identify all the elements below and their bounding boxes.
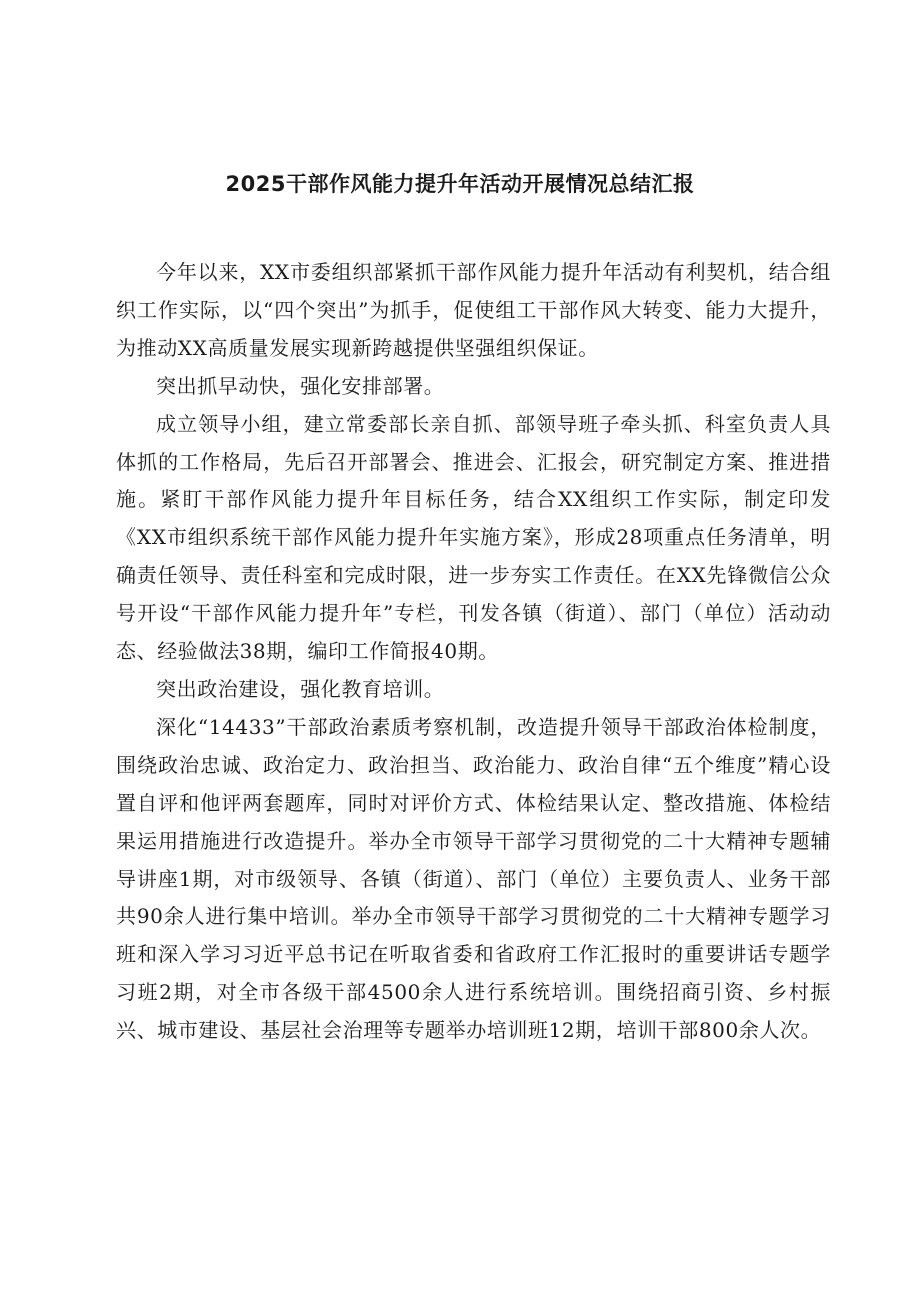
document-body (116, 254, 831, 1050)
section-heading-1: 突出抓早动快，强化安排部署。 (156, 373, 445, 398)
section-1-paragraph: 成立领导小组，建立常委部长亲自抓、部领导班子牵头抓、科室负责人具体抓的工作格局，先后召开部署会、推进会、汇报会，研究制定方案、推进措施。紧盯干部作风能力提升年目标任务，结合XX组织工作实际，制定印发《XX市组织系统干部作风能力提升年实施方案》，形成28项重点任务清单，明确责任领导、责任科室和完成时限，进一步夯实工作责任。在XX先锋微信公众号开设“干部作风能力提升年”专栏，刊发各镇（街道）、部门（单位）活动动态、经验做法38期，编印工作简报40期。 (116, 411, 831, 664)
document-title: 2025干部作风能力提升年活动开展情况总结汇报 (225, 172, 695, 196)
section-2-paragraph: 深化“14433”干部政治素质考察机制，改造提升领导干部政治体检制度，围绕政治忠诚、政治定力、政治担当、政治能力、政治自律“五个维度”精心设置自评和他评两套题库，同时对评价方式、体检结果认定、整改措施、体检结果运用措施进行改造提升。举办全市领导干部学习贯彻党的二十大精神专题辅导讲座1期，对市级领导、各镇（街道）、部门（单位）主要负责人、业务干部共90余人进行集中培训。举办全市领导干部学习贯彻党的二十大精神专题学习班和深入学习习近平总书记在听取省委和省政府工作汇报时的重要讲话专题学习班2期，对全市各级干部4500余人进行系统培训。围绕招商引资、乡村振兴、城市建设、基层社会治理等专题举办培训班12期，培训干部800余人次。 (116, 714, 831, 1043)
intro-paragraph: 今年以来，XX市委组织部紧抓干部作风能力提升年活动有利契机，结合组织工作实际，以“四个突出”为抓手，促使组工干部作风大转变、能力大提升，为推动XX高质量发展实现新跨越提供坚强组织保证。 (116, 260, 831, 360)
section-heading-2: 突出政治建设，强化教育培训。 (156, 676, 445, 701)
